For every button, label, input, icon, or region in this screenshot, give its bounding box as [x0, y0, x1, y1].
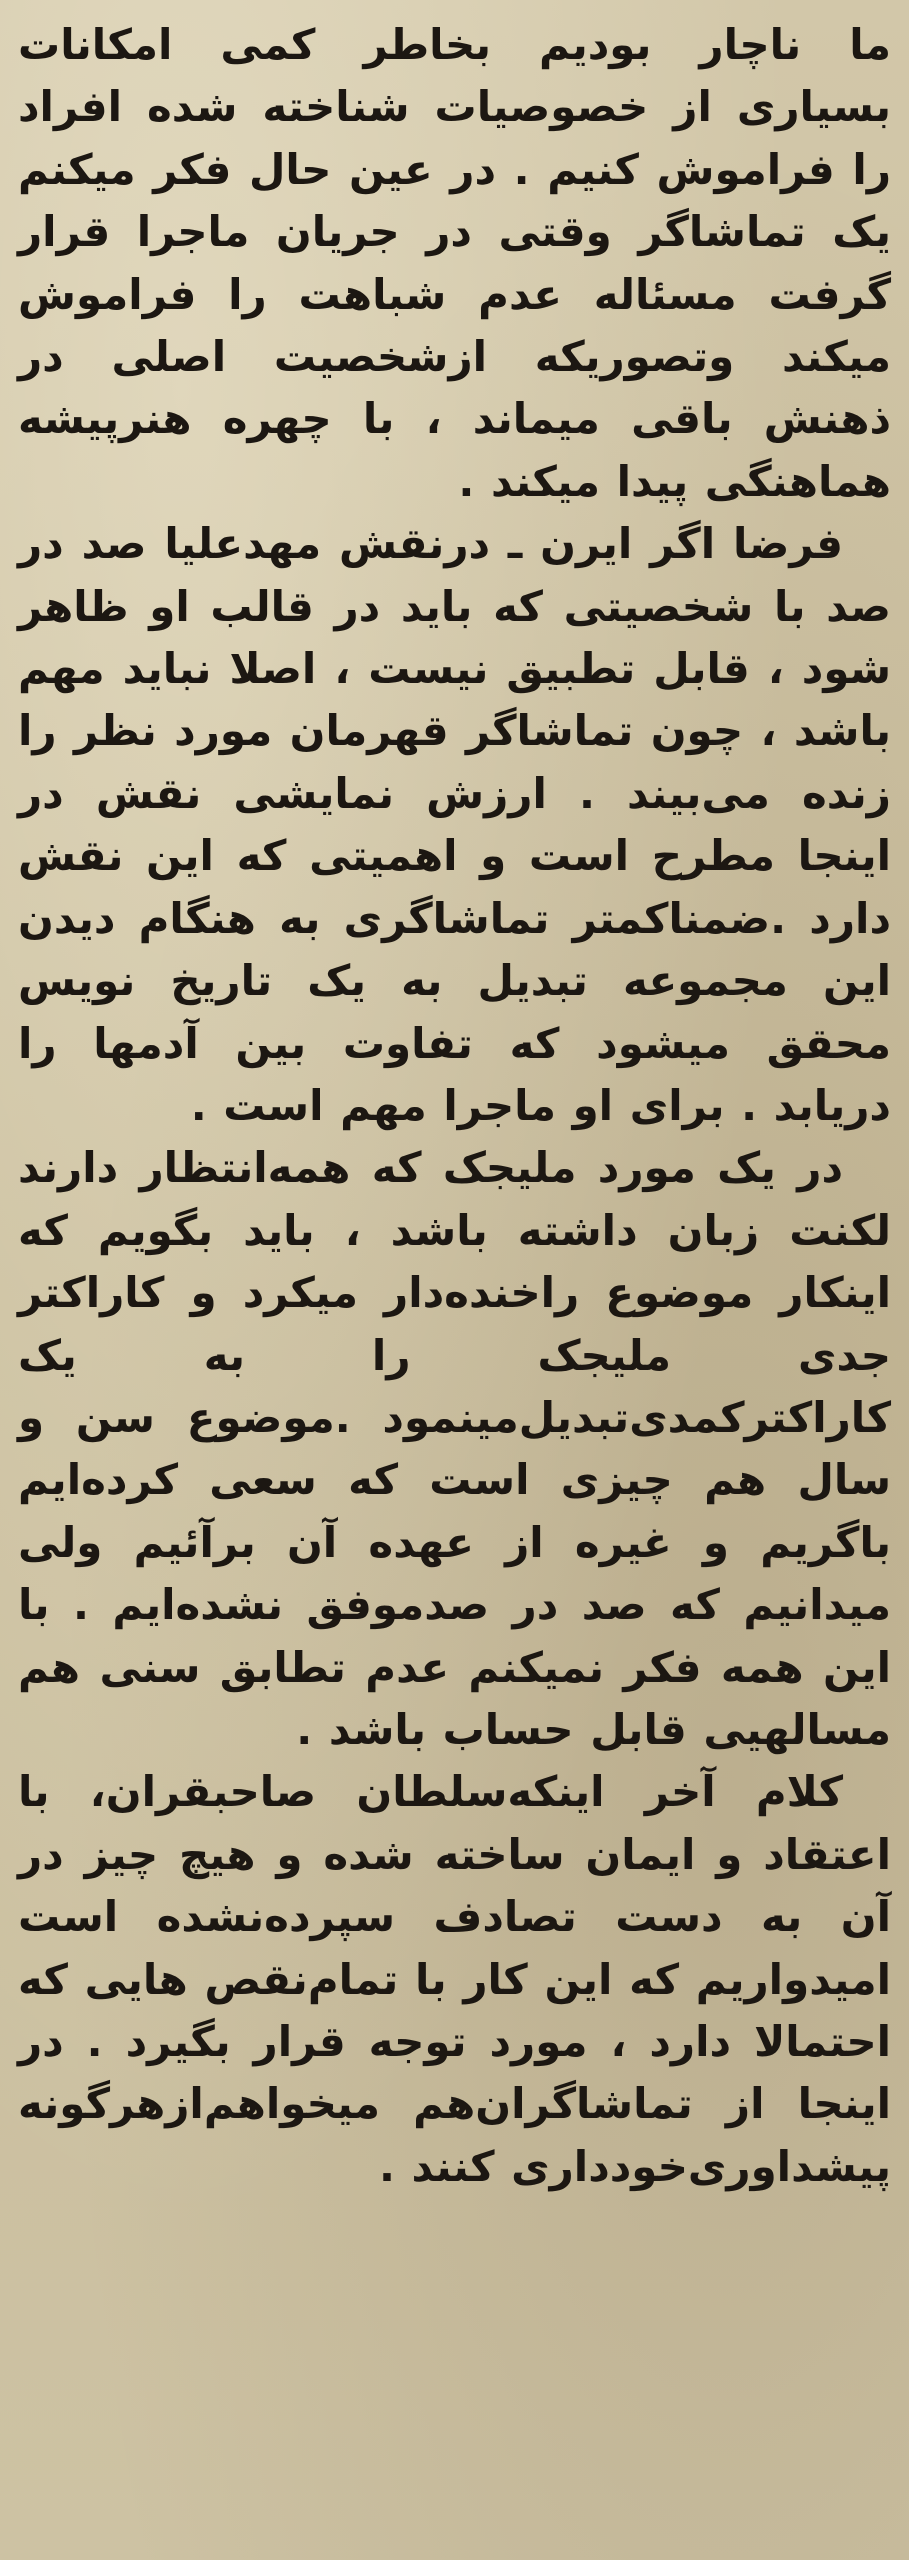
- article-paragraph-2: فرضا اگر ایرن ـ درنقش مهدعلیا صد در صد با شخصیتی که باید در قالب او ظاهر شود ، قابل تطبیق نیست ، اصلا نباید مهم باشد ، چون تماشاگر قهرمان مورد نظر را زنده می‌بیند . ارزش نمایشی نقش در اینجا مطرح است و اهمیتی که این نقش دارد .ضمناکمتر تماشاگری به هنگام دیدن این مجموعه تبدیل به یک تاریخ نویس محقق میشود که تفاوت بین آدمها را دریابد . برای او ماجرا مهم است .: [18, 519, 891, 1130]
- article-column: [18, 14, 891, 2198]
- article-paragraph-4: کلام آخر اینکه‌سلطان صاحبقران، با اعتقاد و ایمان ساخته شده و هیچ چیز در آن به دست تصادف سپرده‌نشده است امیدواریم که این کار با تمام‌نقص هایی که احتمالا دارد ، مورد توجه قرار بگیرد . در اینجا از تماشاگران‌هم میخواهم‌ازهرگونه پیشداوری‌خودداری کنند .: [18, 1767, 891, 2191]
- article-paragraph-3: در یک مورد ملیجک که همه‌انتظار دارند لکنت زبان داشته باشد ، باید بگویم که اینکار موضوع راخنده‌دار میکرد و کاراکتر جدی ملیجک را به یک کاراکترکمدی‌تبدیل‌مینمود .موضوع سن و سال هم چیزی است که سعی کرده‌ایم باگریم و غیره از عهده آن برآئیم ولی میدانیم که صد در صدموفق نشده‌ایم . با این همه فکر نمیکنم عدم تطابق سنی هم مسالهیی قابل حساب باشد .: [18, 1143, 891, 1754]
- article-paragraph-1: ما ناچار بودیم بخاطر کمی امکانات بسیاری از خصوصیات شناخته شده افراد را فراموش کنیم . در عین حال فکر میکنم یک تماشاگر وقتی در جریان ماجرا قرار گرفت مسئاله عدم شباهت را فراموش میکند وتصوریکه ازشخصیت اصلی در ذهنش باقی میماند ، با چهره هنرپیشه هماهنگی پیدا میکند .: [18, 20, 891, 506]
